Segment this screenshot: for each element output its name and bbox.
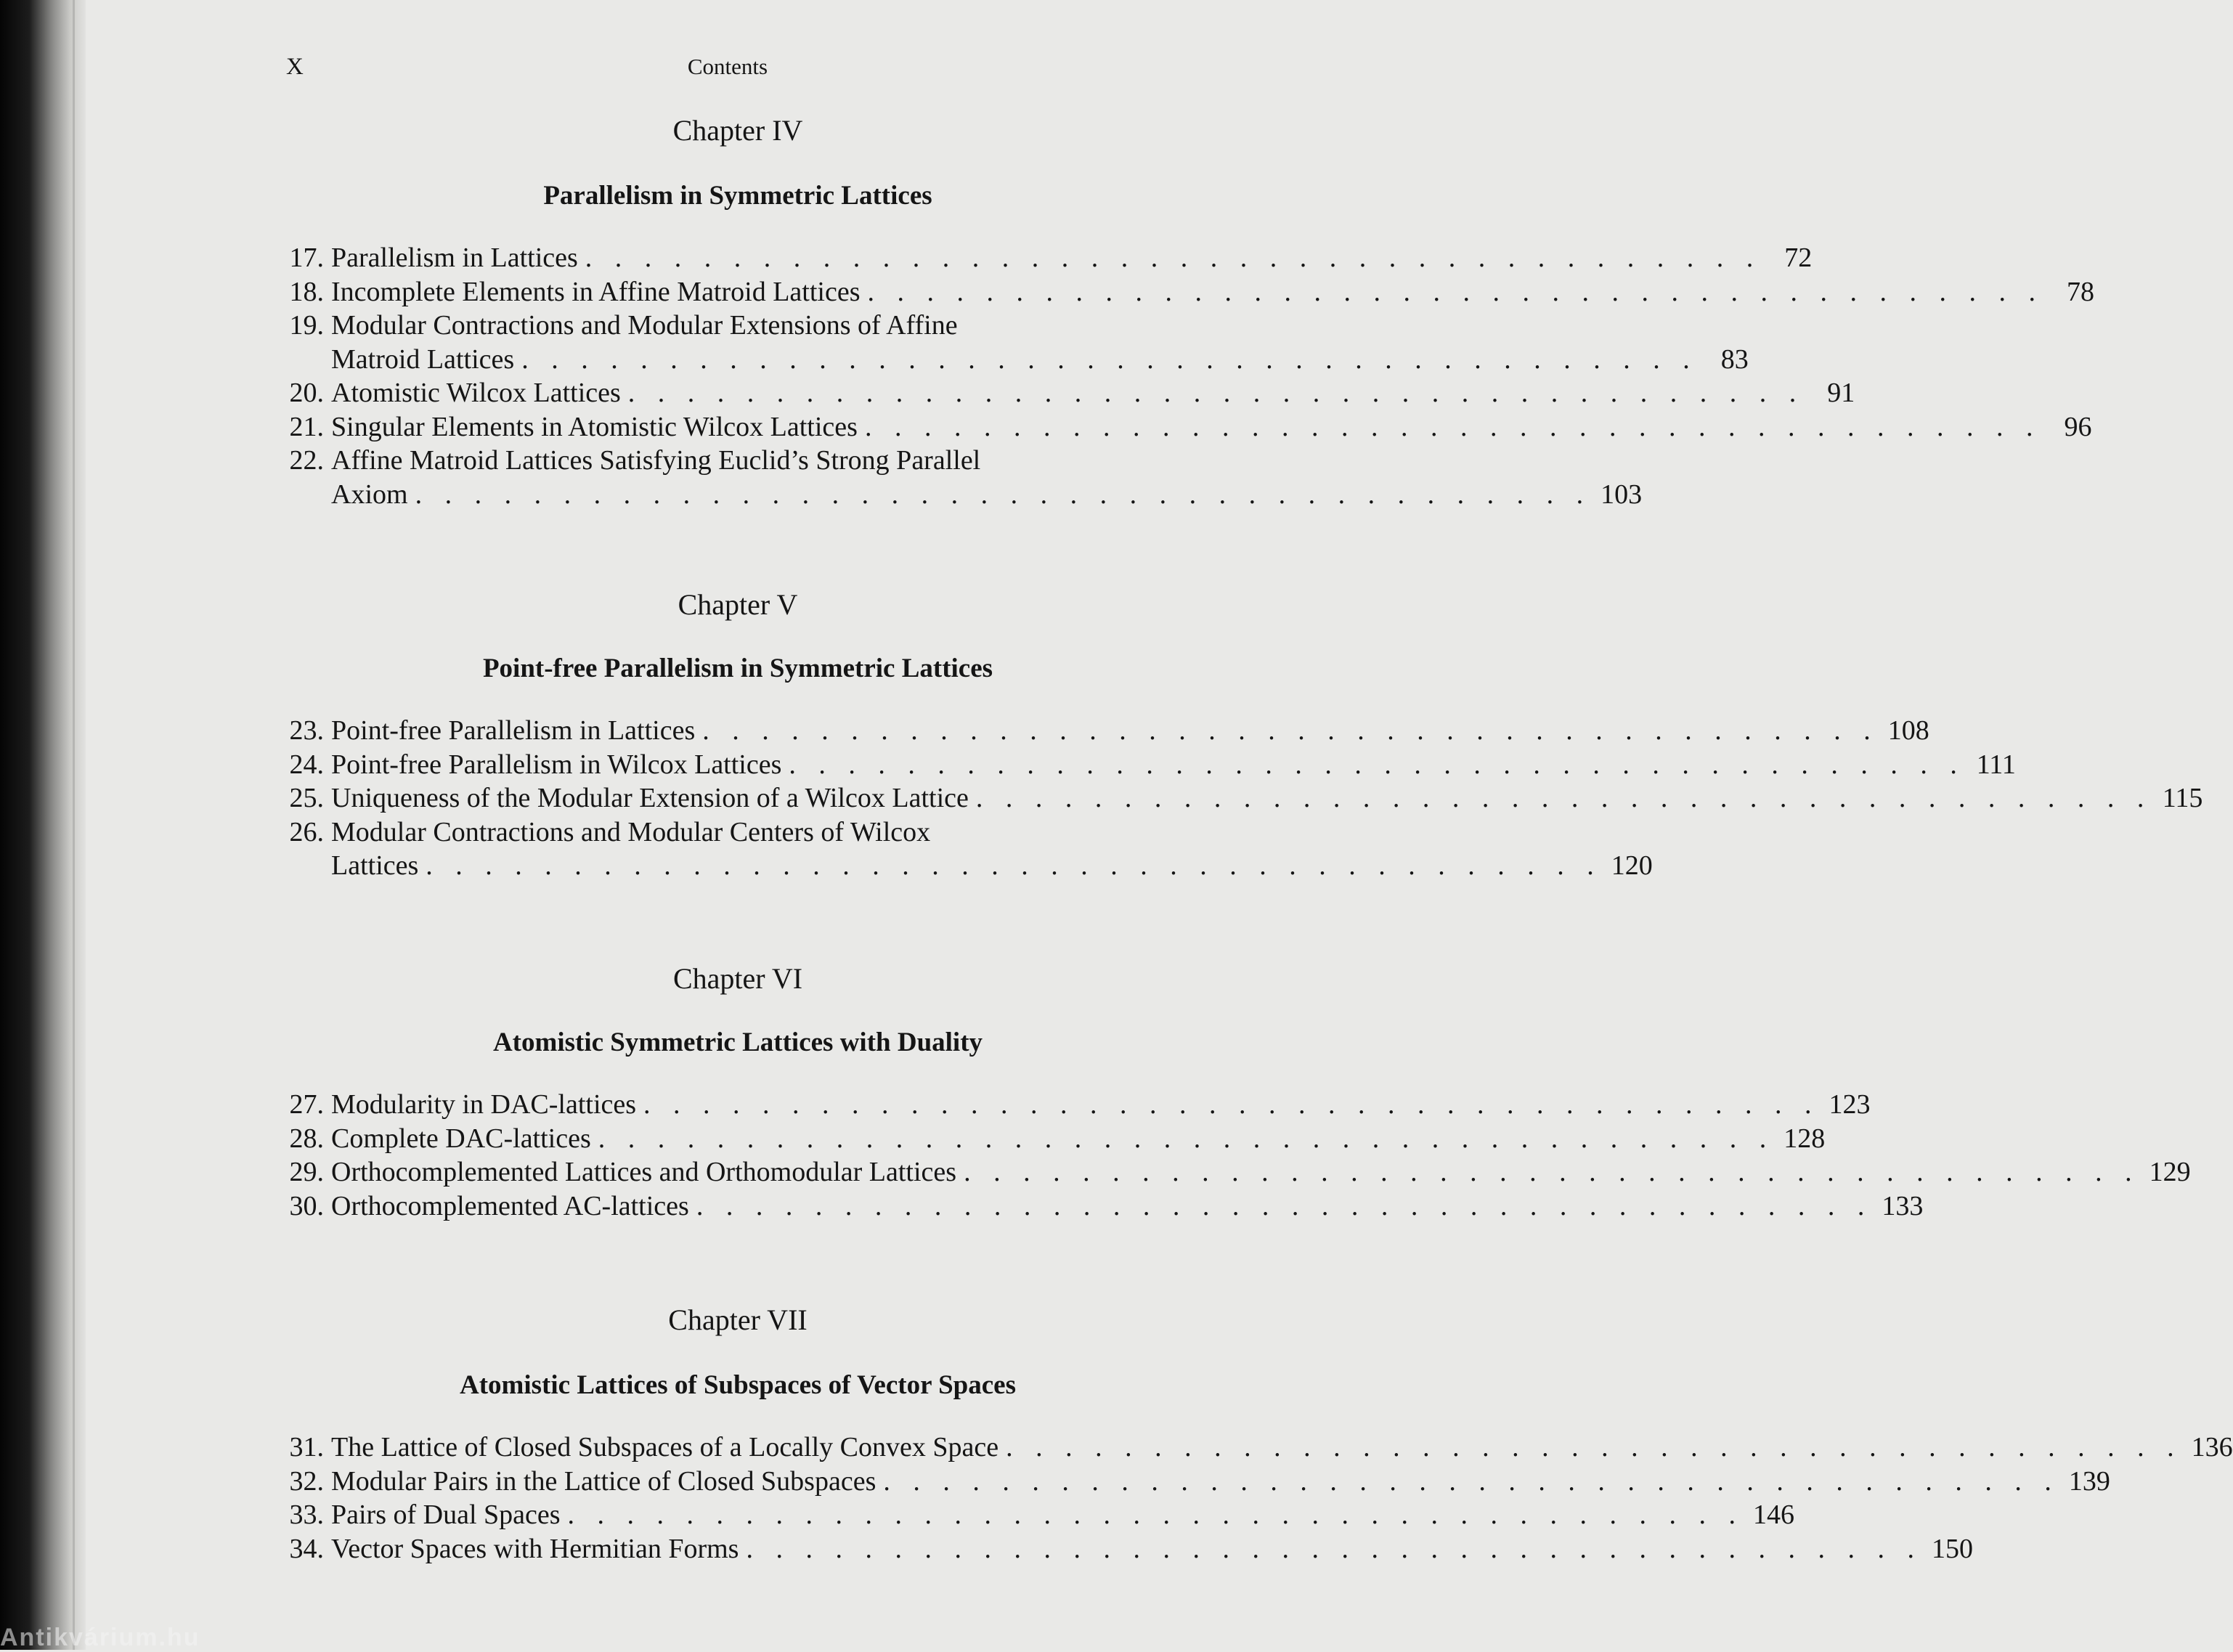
toc-entry[interactable] <box>282 1465 2110 1499</box>
chapter-section <box>282 1298 2233 1566</box>
chapter-title: Atomistic Symmetric Lattices with Duality <box>492 1028 983 1057</box>
page-ref: 91 <box>1827 378 1855 408</box>
section-title: Vector Spaces with Hermitian Forms <box>331 1533 739 1564</box>
section-number: 20. <box>289 378 324 408</box>
toc-entry[interactable] <box>282 781 2203 815</box>
leader-dots: . . . . . . . . . . . . . . . . . . . . . . . . . . . . . . . . . . . . . . . . <box>746 1533 1922 1564</box>
running-header <box>0 49 1237 86</box>
toc-entry[interactable] <box>282 376 1855 410</box>
section-number: 17. <box>289 243 324 273</box>
leader-dots: . . . . . . . . . . . . . . . . . . . . . . . . . . . . . . . . . . . . . . . . <box>702 715 1879 746</box>
section-title: Uniqueness of the Modular Extension of a Wilcox Lattice <box>331 783 969 813</box>
leader-dots: . . . . . . . . . . . . . . . . . . . . . . . . . . . . . . . . . . . . . . . . <box>598 1123 1775 1154</box>
section-title: Point-free Parallelism in Lattices <box>331 715 696 746</box>
section-title: Lattices <box>331 850 419 881</box>
section-title: Incomplete Elements in Affine Matroid Lattices <box>331 276 861 307</box>
page-ref: 78 <box>2066 276 2094 307</box>
section-title: Modular Pairs in the Lattice of Closed Subspaces <box>331 1465 876 1497</box>
section-number: 29. <box>289 1157 324 1187</box>
leader-dots: . . . . . . . . . . . . . . . . . . . . . . . . . . . . . . . . . . . . . . . . <box>567 1500 1744 1530</box>
leader-dots: . . . . . . . . . . . . . . . . . . . . . . . . . . . . . . . . . . . . . . . . <box>964 1157 2140 1187</box>
page-ref: 123 <box>1829 1089 1871 1120</box>
section-title: Pairs of Dual Spaces <box>331 1500 561 1530</box>
leader-dots: . . . . . . . . . . . . . . . . . . . . . . . . . . . . . . . . . . . . . . . . <box>426 850 1602 881</box>
chapter-label: Chapter IV <box>672 114 803 147</box>
section-number: 22. <box>289 445 324 476</box>
section-title: Matroid Lattices <box>331 343 515 375</box>
leader-dots: . . . . . . . . . . . . . . . . . . . . . . . . . . . . . . . . . . . . . . . . <box>1006 1432 2182 1462</box>
chapter-title: Parallelism in Symmetric Lattices <box>543 181 932 211</box>
chapter-title: Atomistic Lattices of Subspaces of Vector Spaces <box>460 1370 1016 1400</box>
toc-entry[interactable] <box>282 275 2094 309</box>
section-title: Parallelism in Lattices <box>331 243 578 273</box>
page-number: X <box>286 54 304 80</box>
leader-dots: . . . . . . . . . . . . . . . . . . . . . . . . . . . . . . . . . . . . . . . . <box>643 1089 1820 1120</box>
toc-entry[interactable] <box>282 1189 1924 1224</box>
chapter-label: Chapter VII <box>668 1303 808 1336</box>
toc-entry[interactable] <box>282 1431 2233 1465</box>
leader-dots: . . . . . . . . . . . . . . . . . . . . . . . . . . . . . . . . . . . . . . . . <box>627 378 1805 408</box>
section-title-line1: Modular Contractions and Modular Centers of Wilcox <box>331 816 931 847</box>
section-title: Orthocomplemented AC-lattices <box>331 1190 689 1221</box>
toc-entry[interactable] <box>282 1088 1871 1122</box>
section-title: The Lattice of Closed Subspaces of a Locally Convex Space <box>331 1432 999 1462</box>
section-number: 23. <box>289 715 324 746</box>
section-number: 26. <box>289 816 324 847</box>
page-ref: 115 <box>2162 783 2203 813</box>
page-ref: 111 <box>1976 749 2016 780</box>
leader-dots: . . . . . . . . . . . . . . . . . . . . . . . . . . . . . . . . . . . . . . . . <box>521 343 1698 375</box>
section-title: Singular Elements in Atomistic Wilcox Lattices <box>331 411 858 442</box>
section-number: 33. <box>289 1500 324 1530</box>
toc-entry[interactable] <box>282 1122 1826 1156</box>
leader-dots: . . . . . . . . . . . . . . . . . . . . . . . . . . . . . . . . . . . . . . . . <box>789 749 1965 780</box>
section-number: 27. <box>289 1089 324 1120</box>
leader-dots: . . . . . . . . . . . . . . . . . . . . . . . . . . . . . . . . . . . . . . . . <box>415 479 1592 510</box>
leader-dots: . . . . . . . . . . . . . . . . . . . . . . . . . . . . . . . . . . . . . . . . <box>585 243 1762 273</box>
section-title: Point-free Parallelism in Wilcox Lattices <box>331 749 782 780</box>
page-ref: 133 <box>1882 1190 1924 1221</box>
leader-dots: . . . . . . . . . . . . . . . . . . . . . . . . . . . . . . . . . . . . . . . . <box>867 276 2043 307</box>
section-number: 19. <box>289 310 324 341</box>
leader-dots: . . . . . . . . . . . . . . . . . . . . . . . . . . . . . . . . . . . . . . . . <box>975 783 2152 813</box>
chapter-label: Chapter VI <box>672 962 803 995</box>
section-title: Orthocomplemented Lattices and Orthomodular Lattices <box>331 1157 957 1187</box>
page-ref: 72 <box>1784 243 1813 273</box>
toc-entry[interactable] <box>282 241 1813 275</box>
section-title: Axiom <box>331 479 408 510</box>
page-ref: 129 <box>2149 1157 2191 1187</box>
chapter-label: Chapter V <box>678 588 798 621</box>
leader-dots: . . . . . . . . . . . . . . . . . . . . . . . . . . . . . . . . . . . . . . . . <box>864 411 2041 442</box>
page-ref: 139 <box>2068 1465 2110 1497</box>
chapter-section <box>282 109 2094 511</box>
chapter-section <box>282 583 2203 883</box>
section-number: 25. <box>289 783 324 813</box>
page-ref: 146 <box>1753 1500 1795 1530</box>
toc-entry[interactable] <box>282 748 2016 782</box>
section-title: Complete DAC-lattices <box>331 1123 591 1154</box>
section-title-line1: Affine Matroid Lattices Satisfying Euclid’s Strong Parallel <box>331 445 981 476</box>
chapter-title: Point-free Parallelism in Symmetric Lattices <box>482 654 993 683</box>
section-number: 21. <box>289 411 324 442</box>
toc-entry[interactable] <box>282 309 1749 376</box>
section-number: 31. <box>289 1432 324 1462</box>
section-number: 30. <box>289 1190 324 1221</box>
toc-entry[interactable] <box>282 1155 2191 1189</box>
page-ref: 103 <box>1600 479 1643 510</box>
page-ref: 108 <box>1887 715 1929 746</box>
section-number: 34. <box>289 1533 324 1564</box>
page-ref: 150 <box>1931 1533 1973 1564</box>
page-ref: 136 <box>2191 1432 2233 1462</box>
section-number: 24. <box>289 749 324 780</box>
section-title: Atomistic Wilcox Lattices <box>331 378 621 408</box>
section-number: 28. <box>289 1123 324 1154</box>
leader-dots: . . . . . . . . . . . . . . . . . . . . . . . . . . . . . . . . . . . . . . . . <box>696 1190 1873 1221</box>
section-title-line1: Modular Contractions and Modular Extensions of Affine <box>331 310 958 341</box>
page-ref: 120 <box>1611 850 1653 881</box>
toc-entry[interactable] <box>282 714 1929 748</box>
leader-dots: . . . . . . . . . . . . . . . . . . . . . . . . . . . . . . . . . . . . . . . . <box>883 1465 2059 1497</box>
page-ref: 128 <box>1783 1123 1826 1154</box>
toc-entry[interactable] <box>282 444 1643 511</box>
chapter-section <box>282 957 2191 1223</box>
toc-entry[interactable] <box>282 410 2092 444</box>
toc-entry[interactable] <box>282 1532 1973 1566</box>
watermark: Antikvárium.hu <box>0 1624 200 1651</box>
page-ref: 83 <box>1720 343 1749 375</box>
section-number: 32. <box>289 1465 324 1497</box>
section-number: 18. <box>289 276 324 307</box>
section-title: Modularity in DAC-lattices <box>331 1089 637 1120</box>
toc-entry[interactable] <box>282 1498 1795 1532</box>
toc-entry[interactable] <box>282 815 1653 883</box>
page-ref: 96 <box>2064 411 2092 442</box>
running-title: Contents <box>687 54 768 79</box>
